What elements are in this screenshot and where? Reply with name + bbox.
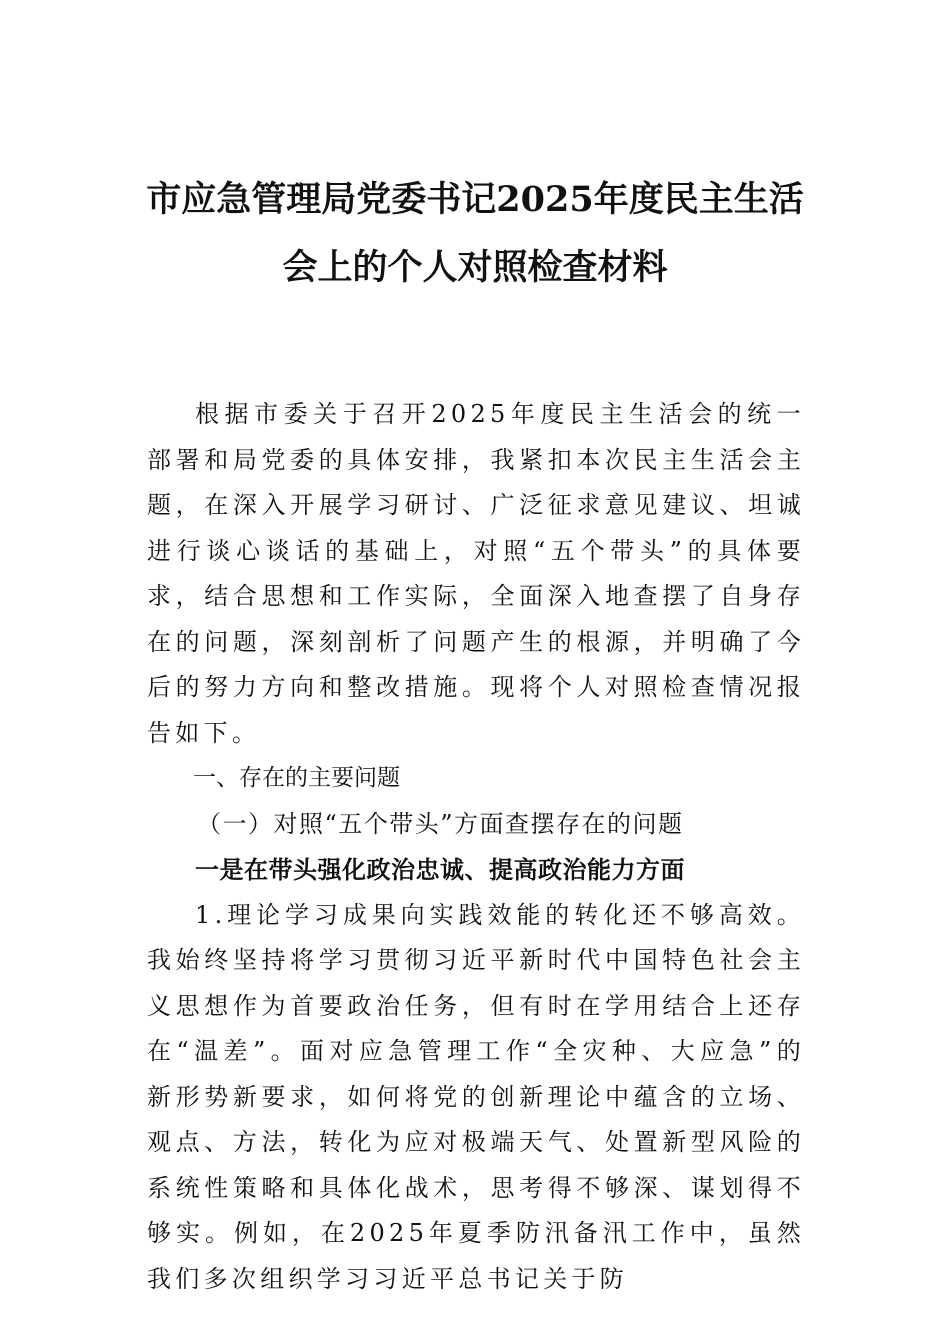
item-paragraph-theory-practice: 1.理论学习成果向实践效能的转化还不够高效。我始终坚持将学习贯彻习近平新时代中国特色社会主义思想作为首要政治任务，但有时在学用结合上还存在“温差”。面对应急管理工作“全灾种、大应急”的新形势新要求，如何将党的创新理论中蕴含的立场、观点、方法，转化为应对极端天气、处置新型风险的系统性策略和具体化战术，思考得不够深、谋划得不够实。例如，在2025年夏季防汛备汛工作中，虽然我们多次组织学习习近平总书记关于防 <box>147 900 805 1293</box>
intro-paragraph: 根据市委关于召开2025年度民主生活会的统一部署和局党委的具体安排，我紧扣本次民主生活会主题，在深入开展学习研讨、广泛征求意见建议、坦诚进行谈心谈话的基础上，对照“五个带头”的具体要求，结合思想和工作实际，全面深入地查摆了自身存在的问题，深刻剖析了问题产生的根源，并明确了今后的努力方向和整改措施。现将个人对照检查情况报告如下。 <box>147 400 805 747</box>
subsection-heading-five-leads: （一）对照“五个带头”方面查摆存在的问题 <box>197 809 684 838</box>
document-title <box>118 166 832 302</box>
document-body <box>147 392 805 1302</box>
title-line-1: 市应急管理局党委书记2025年度民主生活 <box>146 179 804 220</box>
section-heading-problems: 一、存在的主要问题 <box>193 765 400 791</box>
point-heading-political-loyalty: 一是在带头强化政治忠诚、提高政治能力方面 <box>195 855 685 884</box>
title-line-2: 会上的个人对照检查材料 <box>282 247 668 288</box>
